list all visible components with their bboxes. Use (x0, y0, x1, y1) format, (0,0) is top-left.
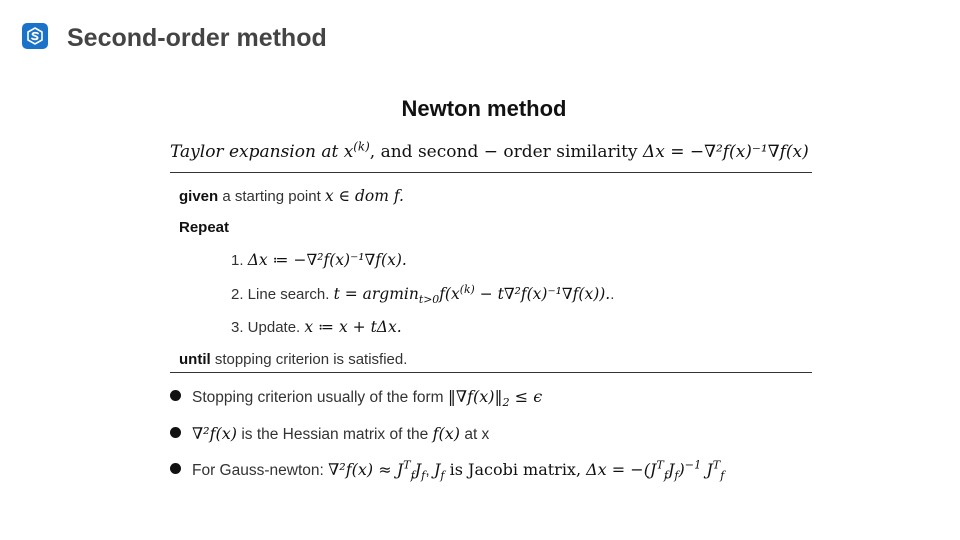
bullet-dot-icon (170, 427, 181, 438)
b3-rm: is Jacobi matrix, (444, 460, 587, 479)
bullet-3-text: For Gauss-newton: (192, 462, 329, 479)
b3-m3: J (433, 460, 441, 479)
b3-m7: J (701, 460, 713, 479)
step-3-math: x ≔ x + tΔx. (304, 318, 402, 336)
step-2-label: 2. Line search. (231, 286, 334, 303)
b3-m5: J (667, 460, 675, 479)
algo-until-line (179, 350, 407, 370)
bullet-2-text-a: is the Hessian matrix of the (237, 426, 433, 443)
taylor-prefix: Taylor expansion at (170, 142, 344, 162)
bullet-gauss-newton (170, 459, 724, 482)
taylor-mid: , and second − order similarity (369, 142, 643, 162)
algorithm-bottom-rule (170, 372, 812, 373)
b3-sub4: f (663, 469, 668, 483)
algo-step-1 (231, 250, 407, 271)
step-2-math-sup: (k) (459, 282, 475, 296)
bullet-1-text: Stopping criterion usually of the form (192, 389, 448, 406)
algo-step-2 (231, 284, 614, 305)
b3-sub1: f (410, 469, 415, 483)
slide-heading: Newton method (401, 96, 567, 121)
b3-m1: ∇²f(x) ≈ J (328, 460, 404, 479)
until-text: stopping criterion is satisfied. (210, 351, 408, 368)
repeat-keyword: Repeat (179, 219, 230, 236)
bullet-dot-icon (170, 463, 181, 474)
bullet-1-math (447, 387, 543, 410)
bullet-3-math-j (433, 460, 445, 483)
step-2-math (333, 282, 611, 307)
bullet-dot-icon (170, 390, 181, 401)
given-keyword: given (179, 188, 219, 205)
taylor-formula: Δx = −∇²f(x)⁻¹∇f(x) (642, 142, 809, 162)
bullet-stopping-criterion (170, 386, 542, 409)
given-text: a starting point (218, 188, 325, 205)
b3-comma: , (425, 462, 434, 479)
b3-sub2: f (421, 469, 426, 483)
taylor-x: $x^{(k)}$ (343, 139, 370, 162)
bullet-3-math-delta (586, 458, 725, 483)
given-math: x ∈ dom f. (324, 187, 404, 205)
logo-glyph (25, 26, 45, 46)
algo-step-3 (231, 317, 402, 338)
step-2-tail: . (610, 286, 615, 303)
b3-sub3: f (440, 469, 445, 483)
bullet-1-norm: ‖∇f(x)‖ (447, 387, 503, 406)
step-1-label: 1. (231, 252, 248, 269)
bullet-2-text-b: at x (460, 426, 490, 443)
bullet-hessian (170, 423, 489, 446)
until-keyword: until (179, 351, 211, 368)
b3-sup6: −1 (684, 458, 702, 472)
b3-sup1: T (403, 458, 411, 472)
logo-icon (22, 23, 48, 49)
taylor-x-sup: (k) (353, 139, 370, 154)
step-2-math-b: f(x (439, 285, 460, 303)
step-2-math-sub: t>0 (418, 293, 440, 307)
bullet-2-math-b: f(x) (432, 424, 461, 443)
b3-sub7: f (720, 469, 725, 483)
b3-sup4: T (656, 458, 664, 472)
step-1-math: Δx ≔ −∇²f(x)⁻¹∇f(x). (247, 251, 407, 269)
bullet-1-tail: ≤ ϵ (509, 387, 543, 406)
algo-given-line (179, 186, 404, 207)
bullet-2-math: ∇²f(x) (192, 424, 238, 443)
bullet-3-math (328, 458, 426, 483)
step-2-math-a: t = argmin (333, 285, 419, 303)
taylor-expansion-line (170, 140, 809, 164)
bullet-1-norm-sub: 2 (502, 396, 510, 410)
b3-sup7: T (712, 458, 721, 472)
algorithm-top-rule (170, 172, 812, 173)
page-title: Second-order method (67, 24, 327, 52)
algo-repeat-line (179, 218, 229, 238)
step-2-math-c: − t∇²f(x)⁻¹∇f(x)). (474, 285, 611, 303)
step-3-label: 3. Update. (231, 319, 305, 336)
b3-sub5: f (674, 469, 679, 483)
b3-m6: ) (678, 460, 685, 479)
b3-m4: Δx = −(J (586, 460, 657, 479)
b3-m2: J (414, 460, 422, 479)
